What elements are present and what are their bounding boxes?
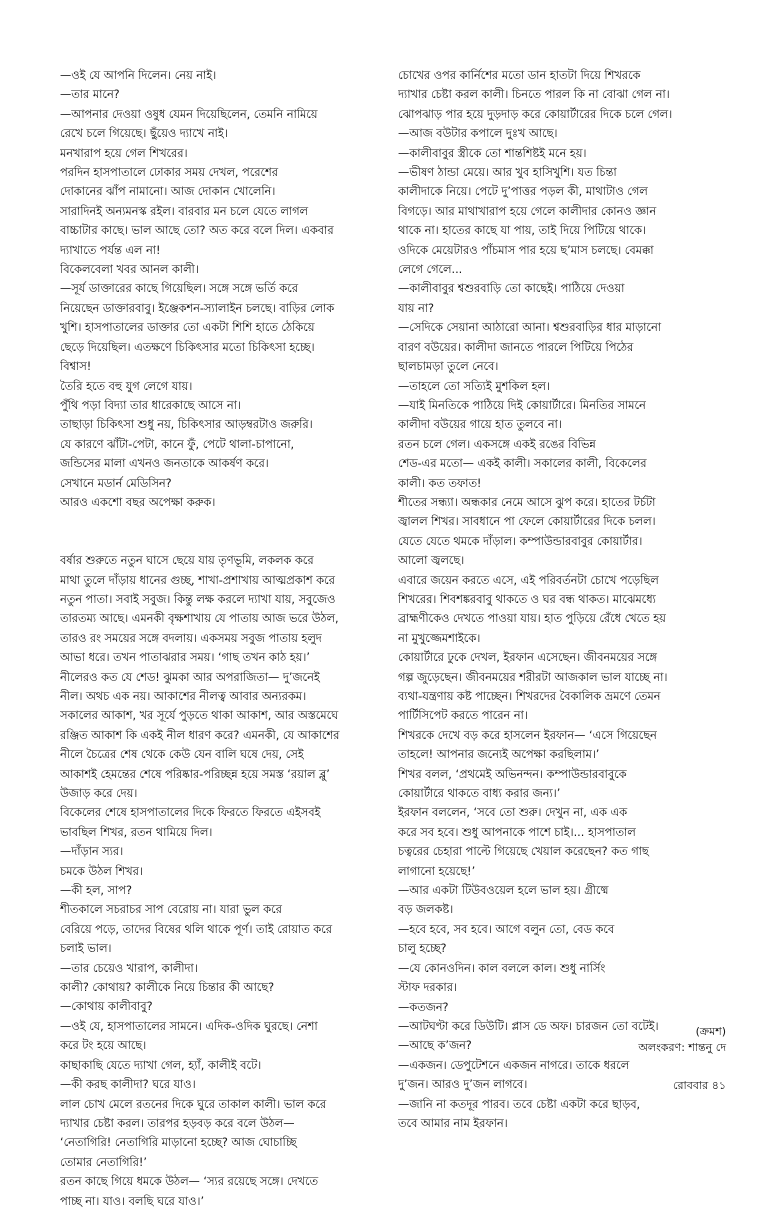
text-line: আরও একশো বছর অপেক্ষা করুক। xyxy=(60,495,216,509)
text-line: লাল চোখ মেলে রতনের দিকে ঘুরে তাকাল কালী। ভাল করে xyxy=(60,1097,327,1111)
text-line: বিগড়ে। আর মাথাখারাপ হয়ে গেলে কালীদার কোনও জ্ঞান xyxy=(398,204,657,218)
text-line: আকাশই হেমন্তের শেষে পরিষ্কার-পরিচ্ছন্ন হয়ে সমস্ত ‘রয়াল ব্লু’ xyxy=(60,767,330,781)
text-column-right xyxy=(398,66,716,1133)
continued-label: (ক্রমশ) xyxy=(695,1025,726,1038)
text-line: বাচ্চাটার কাছে। ভাল আছে তো? অত করে বলে দিল। একবার xyxy=(60,224,334,238)
text-line: রেখে চলে গিয়েছে। ছুঁয়েও দ্যাখে নাই। xyxy=(60,127,228,141)
text-line: বিশ্বাস! xyxy=(60,360,92,374)
text-line: —ওই যে আপনি দিলেন। নেয় নাই। xyxy=(60,69,217,82)
text-line: করে সব হবে। শুধু আপনাকে পাশে চাই।... হাসপাতাল xyxy=(398,825,636,839)
text-line: তোমার নেতাগিরি!’ xyxy=(60,1155,147,1169)
text-line: শীতকালে সচরাচর সাপ বেরোয় না। যারা ভুল করে xyxy=(60,903,282,917)
text-line: চমকে উঠল শিখর। xyxy=(60,864,143,878)
text-line: দ্যাখার চেষ্টা করল। তারপর হড়বড় করে বলে উঠল— xyxy=(60,1116,295,1130)
text-line: নীলেরও কত যে শেড! ঝুমকা আর অপরাজিতা— দু’জনেই xyxy=(60,670,320,684)
text-line: বিকেলের শেষে হাসপাতালের দিকে ফিরতে ফিরতে এইসবই xyxy=(60,806,321,820)
text-line: সকালের আকাশ, খর সূর্যে পুড়তে থাকা আকাশ, আর অস্তমেঘে xyxy=(60,709,339,723)
text-line: —কোথায় কালীবাবু? xyxy=(60,1000,153,1014)
text-line: পাচ্ছ না। যাও। বলছি ঘরে যাও।’ xyxy=(60,1194,205,1208)
text-line: ঝোপঝাড় পার হয়ে দুড়দাড় করে কোয়ার্টারের দিকে চলে গেল। xyxy=(398,107,673,121)
text-line: উজাড় করে দেয়। xyxy=(60,787,138,800)
text-line: —ওই যে, হাসপাতালের সামনে। এদিক-ওদিক ঘুরছে। নেশা xyxy=(60,1019,318,1033)
text-line: রঞ্জিত আকাশ কি একই নীল ধারণ করে? এমনকী, যে আকাশের xyxy=(60,728,340,742)
text-line: তাছাড়া চিকিৎসা শুধু নয়, চিকিৎসার আড়ম্বরটাও জরুরি। xyxy=(60,418,313,432)
text-line: —আপনার দেওয়া ওষুধ যেমন দিয়েছিলেন, তেমনি নামিয়ে xyxy=(60,107,318,121)
text-line: রতন কাছে গিয়ে ধমকে উঠল— ‘স্যর রয়েছে সঙ্গে। দেখতে xyxy=(60,1175,318,1189)
text-line: সেখানে মডার্ন মেডিসিন? xyxy=(60,476,172,490)
text-line: —কী করছ কালীদা? ঘরে যাও। xyxy=(60,1078,196,1092)
text-line: সারাদিনই অন্যমনস্ক রইল। বারবার মন চলে যেতে লাগল xyxy=(60,204,308,218)
text-line: খুশি। হাসপাতালের ডাক্তার তো একটা শিশি হাতে ঠেকিয়ে xyxy=(60,321,315,335)
text-line: —যাই মিনতিকে পাঠিয়ে দিই কোয়ার্টারে। মিনতির সামনে xyxy=(398,398,646,412)
text-line: যায় না? xyxy=(398,301,435,315)
text-line: ব্যথা-যন্ত্রণায় কষ্ট পাচ্ছেন। শিখরদের বৈকালিক ভ্রমণে তেমন xyxy=(398,690,661,703)
text-line: মাথা তুলে দাঁড়ায় ধানের গুচ্ছ, শাখা-প্রশাখায় আত্মপ্রকাশ করে xyxy=(60,573,335,587)
text-line: তাহলে! আপনার জন্যেই অপেক্ষা করছিলাম।’ xyxy=(398,748,600,762)
text-line: —জানি না কতদূর পারব। তবে চেষ্টা একটা করে ছাড়ব, xyxy=(398,1097,641,1111)
text-line: —তার মানে? xyxy=(60,88,120,102)
text-line: থাকে না। হাতের কাছে যা পায়, তাই দিয়ে পিটিয়ে থাকে। xyxy=(398,224,646,238)
text-line: চত্বরের চেহারা পাল্টে গিয়েছে খেয়াল করেছেন? কত গাছ xyxy=(398,845,649,859)
text-line: পরদিন হাসপাতালে ঢোকার সময় দেখল, পরেশের xyxy=(60,166,278,180)
text-line: লেগে গেলে... xyxy=(398,263,463,277)
text-line: গল্প জুড়েছেন। জীবনময়ের শরীরটা আজকাল ভাল যাচ্ছে না। xyxy=(398,670,668,684)
illustration-credit: অলংকরণ: শান্তনু দে xyxy=(638,1041,726,1054)
text-line: বর্ষার শুরুতে নতুন ঘাসে ছেয়ে যায় তৃণভূমি, লকলক করে xyxy=(60,554,314,568)
text-line: ছালচামড়া তুলে নেবে। xyxy=(398,360,499,374)
text-line: —দাঁড়ান স্যর। xyxy=(60,845,124,859)
text-line: স্টাফ দরকার। xyxy=(398,981,457,995)
text-line: —তার চেয়েও খারাপ, কালীদা। xyxy=(60,961,198,975)
text-line: নীলে চৈত্রের শেষ থেকে কেউ যেন বালি ঘষে দেয়, সেই xyxy=(60,748,304,762)
text-line: কালী। কত তফাত! xyxy=(398,476,482,490)
page-number: রোববার ৪১ xyxy=(673,1079,726,1092)
text-line: আলো জ্বলছে। xyxy=(398,554,465,568)
text-line: রতন চলে গেল। একসঙ্গে একই রঙের বিভিন্ন xyxy=(398,437,596,451)
text-line: ছেড়ে দিয়েছিল। এতক্ষণে চিকিৎসার মতো চিকিৎসা হচ্ছে। xyxy=(60,340,315,354)
text-line: জন্ডিসের মালা এখনও জনতাকে আকর্ষণ করে। xyxy=(60,457,269,471)
text-line: —কী হল, সাপ? xyxy=(60,884,132,898)
text-line: যে কারণে ঝাঁটা-পেটা, কানে ফুঁ, পেটে থালা-চাপানো, xyxy=(60,437,295,451)
text-line: —আর একটা টিউবওয়েল হলে ভাল হয়। গ্রীষ্মে xyxy=(398,884,609,898)
text-line: তারতম্য আছে। এমনকী বৃক্ষশাখায় যে পাতায় আজ ভরে উঠল, xyxy=(60,612,339,626)
footer-credits xyxy=(560,1024,726,1056)
text-line: শিখরের। শিবশঙ্করবাবু থাকতে ও ঘর বন্ধ থাকত। মাঝেমধ্যে xyxy=(398,592,656,606)
text-line: ইরফান বললেন, ‘সবে তো শুরু। দেখুন না, এক এক xyxy=(398,806,628,820)
text-line: কোয়ার্টারে থাকতে বাধ্য করার জন্য।’ xyxy=(398,787,561,801)
text-line: বড় জলকষ্ট। xyxy=(398,903,454,917)
text-line: শেড-এর মতো— একই কালী। সকালের কালী, বিকেলের xyxy=(398,457,647,471)
text-line: তৈরি হতে বহু যুগ লেগে যায়। xyxy=(60,379,193,393)
text-line: বিকেলবেলা খবর আনল কালী। xyxy=(60,263,199,277)
text-line: যেতে যেতে থমকে দাঁড়াল। কম্পাউন্ডারবাবুর কোয়ার্টার। xyxy=(398,534,643,548)
text-line: শীতের সন্ধ্যা। অন্ধকার নেমে আসে ঝুপ করে। হাতের টর্চটা xyxy=(398,495,656,509)
text-line: মনখারাপ হয়ে গেল শিখরের। xyxy=(60,146,188,160)
text-line: জ্বালল শিখর। সাবধানে পা ফেলে কোয়ার্টারের দিকে চলল। xyxy=(398,515,656,529)
text-line: চালু হচ্ছে? xyxy=(398,942,447,956)
text-line: তবে আমার নাম ইরফান। xyxy=(398,1116,508,1130)
text-line: —একজন। ডেপুটেশনে একজন নাগরে। তাকে ধরলে xyxy=(398,1058,630,1072)
text-line: কোয়ার্টারে ঢুকে দেখল, ইরফান এসেছেন। জীবনময়ের সঙ্গে xyxy=(398,651,657,665)
text-line: —যে কোনওদিন। কাল বললে কাল। শুধু নার্সিং xyxy=(398,961,606,975)
text-line: দ্যাখার চেষ্টা করল কালী। চিনতে পারল কি না বোঝা গেল না। xyxy=(398,88,670,102)
text-line: ‘নেতাগিরি! নেতাগিরি মাড়ানো হচ্ছে? আজ ঘোচাচ্ছি xyxy=(60,1136,297,1150)
text-line: পুঁথি পড়া বিদ্যা তার ধারেকাছে আসে না। xyxy=(60,398,241,412)
text-line xyxy=(60,532,382,551)
text-column-left xyxy=(60,66,382,1211)
text-line: কালী? কোথায়? কালীকে নিয়ে চিন্তার কী আছে? xyxy=(60,981,275,995)
text-line: শিখরকে দেখে বড় করে হাসলেন ইরফান— ‘এসে গিয়েছেন xyxy=(398,728,657,742)
text-line: ওদিকে মেয়েটারও পাঁচমাস পার হয়ে ছ’মাস চলছে। বেমক্কা xyxy=(398,243,654,257)
text-line: দু’জন। আরও দু’জন লাগবে। xyxy=(398,1078,528,1092)
text-line: দ্যাখাতে পর্যন্ত এল না! xyxy=(60,243,161,257)
text-line: চলাই ভাল। xyxy=(60,942,112,956)
text-line: চোখের ওপর কার্নিশের মতো ডান হাতটা দিয়ে শিখরকে xyxy=(398,69,641,82)
text-line: লাগানো হয়েছে!’ xyxy=(398,864,476,878)
text-line: দোকানের ঝাঁপ নামানো। আজ দোকান খোলেনি। xyxy=(60,185,276,199)
text-line: কালীদাকে নিয়ে। পেটে দু’পাত্তর পড়ল কী, মাথাটাও গেল xyxy=(398,185,648,199)
text-line: আভা ধরে। তখন পাতাঝরার সময়। ‘গাছ তখন কাঠ হয়।’ xyxy=(60,651,310,665)
text-line: —সেদিকে সেয়ানা আঠারো আনা। শ্বশুরবাড়ির ধার মাড়ানো xyxy=(398,321,661,335)
text-line: কালীদা বউয়ের গায়ে হাত তুলবে না। xyxy=(398,418,562,432)
text-line: —কালীবাবুর শ্বশুরবাড়ি তো কাছেই। পাঠিয়ে দেওয়া xyxy=(398,282,625,296)
text-line: —ভীষণ ঠান্ডা মেয়ে। আর খুব হাসিখুশি। যত চিন্তা xyxy=(398,166,617,180)
text-line: কাছাকাছি যেতে দ্যাখা গেল, হ্যাঁ, কালীই বটে। xyxy=(60,1058,262,1072)
text-line: —কতজন? xyxy=(398,1000,449,1014)
text-line: ব্রাহ্মণীকেও দেখতে পাওয়া যায়। হাত পুড়িয়ে রেঁধে খেতে হয় xyxy=(398,612,666,626)
text-line: বেরিয়ে পড়ে, তাদের বিষের থলি থাকে পূর্ণ। তাই রোয়াত করে xyxy=(60,922,332,936)
text-line: —কালীবাবুর স্ত্রীকে তো শান্তশিষ্টই মনে হয়। xyxy=(398,146,587,160)
text-line: —আজ বউটার কপালে দুঃখ আছে। xyxy=(398,127,558,141)
text-line: নিয়েছেন ডাক্তারবাবু। ইঞ্জেকশন-স্যালাইন চলছে। বাড়ির লোক xyxy=(60,301,335,315)
text-line: —সূর্য ডাক্তারের কাছে গিয়েছিল। সঙ্গে সঙ্গে ভর্তি করে xyxy=(60,282,298,296)
text-line xyxy=(60,512,382,531)
text-line: ভাবছিল শিখর, রতন থামিয়ে দিল। xyxy=(60,825,213,839)
text-line: —তাহলে তো সত্যিই মুশকিল হল। xyxy=(398,379,550,393)
text-line: নীল। অথচ এক নয়। আকাশের নীলত্ব আবার অন্যরকম। xyxy=(60,689,307,703)
text-line: পার্টিসিপেট করতে পারেন না। xyxy=(398,709,528,723)
text-line: —হবে হবে, সব হবে। আগে বলুন তো, বেড কবে xyxy=(398,922,615,936)
text-line: শিখর বলল, ‘প্রথমেই অভিনন্দন। কম্পাউন্ডারবাবুকে xyxy=(398,767,627,781)
text-line: —আটঘণ্টা করে ডিউটি। প্লাস ডে অফ। চারজন তো বটেই। xyxy=(398,1019,659,1033)
text-line: না মুখুজ্জেমশাইকে। xyxy=(398,631,481,645)
text-line: বারণ বউয়ের। কালীদা জানতে পারলে পিটিয়ে পিঠের xyxy=(398,340,634,354)
text-line: নতুন পাতা। সবাই সবুজ। কিন্তু লক্ষ করলে দ্যাখা যায়, সবুজেও xyxy=(60,592,336,606)
text-line: করে টং হয়ে আছে। xyxy=(60,1039,147,1053)
text-line: এবারে জয়েন করতে এসে, এই পরিবর্তনটা চোখে পড়েছিল xyxy=(398,573,659,587)
text-line: তারও রং সময়ের সঙ্গে বদলায়। একসময় সবুজ পাতায় হলুদ xyxy=(60,631,322,645)
text-line: —আছে ক’জন? xyxy=(398,1039,472,1053)
